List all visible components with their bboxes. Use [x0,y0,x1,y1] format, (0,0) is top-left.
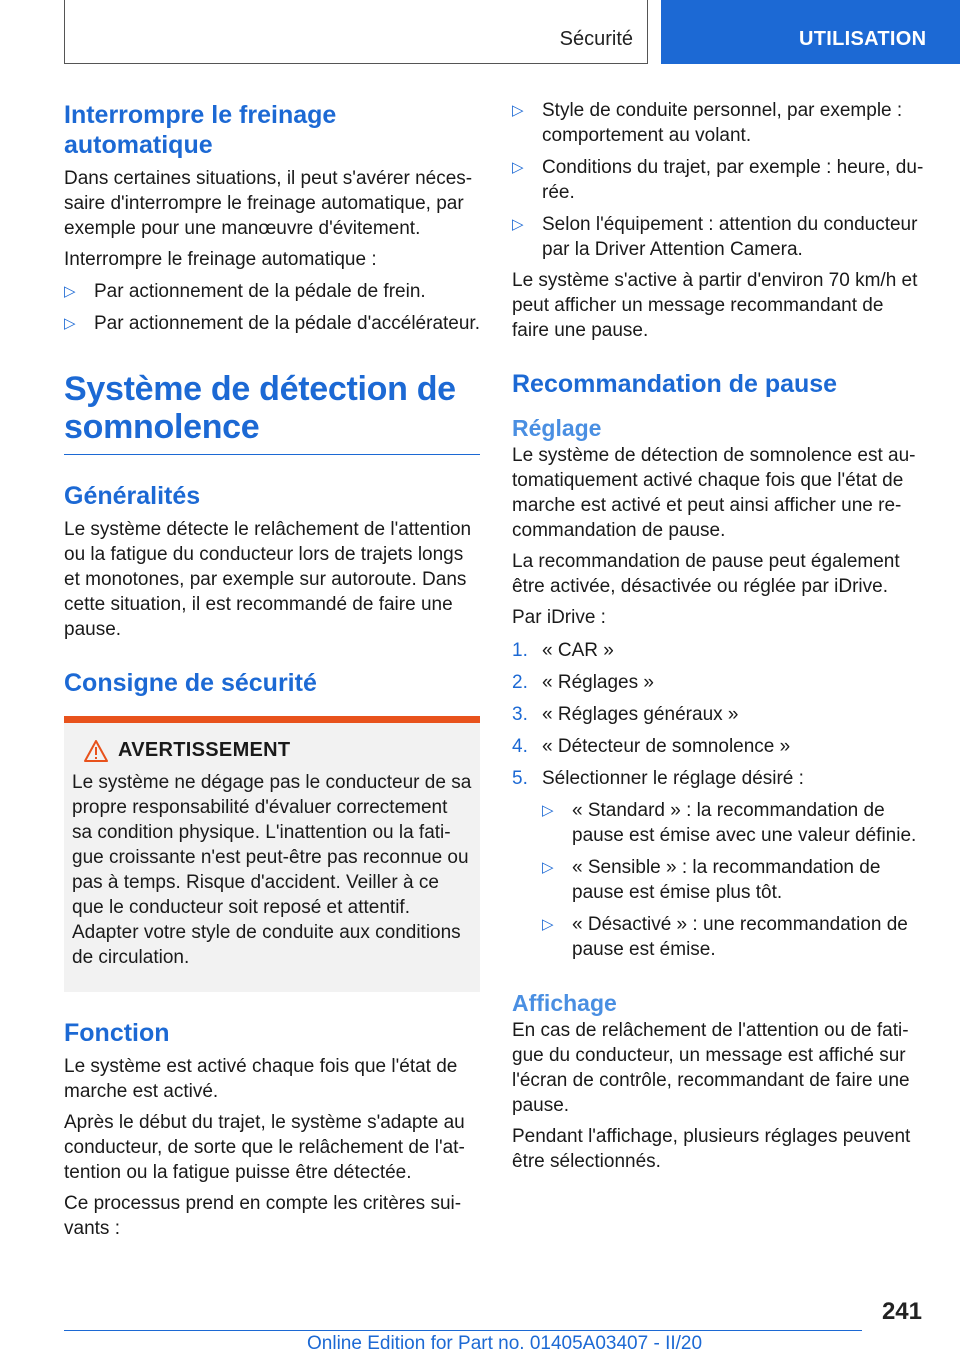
warning-box [64,716,480,992]
step-number: 2. [512,672,528,693]
triangle-right-icon: ▷ [542,802,554,819]
list-item: ▷ « Désactivé » : une recommandation de pause est émise. [542,914,908,960]
triangle-right-icon: ▷ [512,159,524,176]
header-section-title: Sécurité [559,28,633,50]
interrupt-list [64,279,480,336]
header-section-box [64,0,648,64]
step-number: 1. [512,640,528,661]
heading-function: Fonction [64,1019,170,1047]
page-number: 241 [881,1298,922,1325]
header-chapter-tab [661,0,960,64]
list-item: ▷ Par actionnement de la pédale d'accélérateur. [64,313,480,334]
criteria-list [512,98,924,262]
step-item: 2. « Réglages » [512,672,654,693]
list-item: ▷ « Standard » : la recommandation de pause est émise avec une valeur définie. [542,800,917,846]
warning-title: AVERTISSEMENT [118,739,291,761]
header-chapter-label: UTILISATION [799,28,927,50]
triangle-right-icon: ▷ [64,315,76,332]
step-number: 3. [512,704,528,725]
list-item: ▷ Selon l'équipement : attention du conducteur par la Driver Attention Camera. [512,214,918,260]
paragraph: Interrompre le freinage automatique : [64,249,377,270]
paragraph: Le système est activé chaque fois que l'état de marche est activé. [64,1056,458,1102]
paragraph: Par iDrive : [512,607,606,628]
step-number: 4. [512,736,528,757]
heading-setting: Réglage [512,415,602,441]
paragraph: Le système de détection de somnolence est automatiquement activé chaque fois que l'état de marche est activé et peut ainsi afficher une recommandation de pause. [512,445,916,541]
paragraph: Pendant l'affichage, plusieurs réglages peuvent être sélectionnés. [512,1126,911,1172]
paragraph: Dans certaines situations, il peut s'avérer nécessaire d'interrompre le freinage automatique, par exemple pour une manœuvre d'évitement. [64,168,473,239]
triangle-right-icon: ▷ [542,859,554,876]
warning-text: Le système ne dégage pas le conducteur de sa propre responsabilité d'évaluer correctement sa condition physique. L'inattention ou la fatigue croissante n'est peut-être pas reconnue ou pas à temps. Risque d'accident. Veiller à ce que le conducteur soit reposé et attentif. Adapter votre style de conduite aux conditions de circulation. [72,772,472,968]
step-item: 1. « CAR » [512,640,614,661]
list-item: ▷ Par actionnement de la pédale de frein. [64,281,426,302]
step-number: 5. [512,768,528,789]
triangle-right-icon: ▷ [542,916,554,933]
triangle-right-icon: ▷ [64,283,76,300]
list-item: ▷ Style de conduite personnel, par exemple : comportement au volant. [512,100,903,146]
step-item: 4. « Détecteur de somnolence » [512,736,791,757]
heading-pause-recommendation: Recommandation de pause [512,370,838,398]
paragraph: Ce processus prend en compte les critères suivants : [64,1193,462,1239]
paragraph: En cas de relâchement de l'attention ou de fatigue du conducteur, un message est affiché sur l'écran de contrôle, recommandant de faire une pause. [512,1020,910,1116]
left-column [64,100,480,1241]
paragraph: Le système s'active à partir d'environ 70 km/h et peut afficher un message recommandant de faire une pause. [512,270,918,341]
warning-triangle-icon [72,740,118,762]
step-item: 5. Sélectionner le réglage désiré : ▷ « Standard » : la recommandation de pause est émise avec une valeur définie. ▷ « Sensible » : la recommandation de pause est émise plus tôt. ▷ « Désactivé » : une recommandation de pause est émise. [512,766,924,962]
paragraph: La recommandation de pause peut également être activée, désactivée ou réglée par iDrive. [512,551,900,597]
heading-safety-notice: Consigne de sécurité [64,669,317,697]
right-column [512,98,924,1174]
footer-edition-text: Online Edition for Part no. 01405A03407 - II/20 [307,1333,703,1354]
heading-display: Affichage [512,990,617,1016]
triangle-right-icon: ▷ [512,102,524,119]
heading-drowsiness-system: Système de détection de somnolence [64,370,480,455]
triangle-right-icon: ▷ [512,216,524,233]
list-item: ▷ Conditions du trajet, par exemple : heure, durée. [512,157,924,203]
list-item: ▷ « Sensible » : la recommandation de pause est émise plus tôt. [542,857,881,903]
paragraph: Après le début du trajet, le système s'adapte au conducteur, de sorte que le relâchement de l'attention ou la fatigue puisse être détectée. [64,1112,465,1183]
paragraph: Le système détecte le relâchement de l'attention ou la fatigue du conducteur lors de trajets longs et monotones, par exemple sur autoroute. Dans cette situation, il est recommandé de faire une pause. [64,519,472,640]
warning-header [72,739,472,762]
footer-divider [64,1330,862,1331]
idrive-steps-list [512,638,924,962]
step-item: 3. « Réglages généraux » [512,704,739,725]
setting-options-list [542,798,924,962]
heading-general: Généralités [64,482,201,510]
heading-interrupt-braking: Interrompre le freinage automatique [64,101,337,159]
